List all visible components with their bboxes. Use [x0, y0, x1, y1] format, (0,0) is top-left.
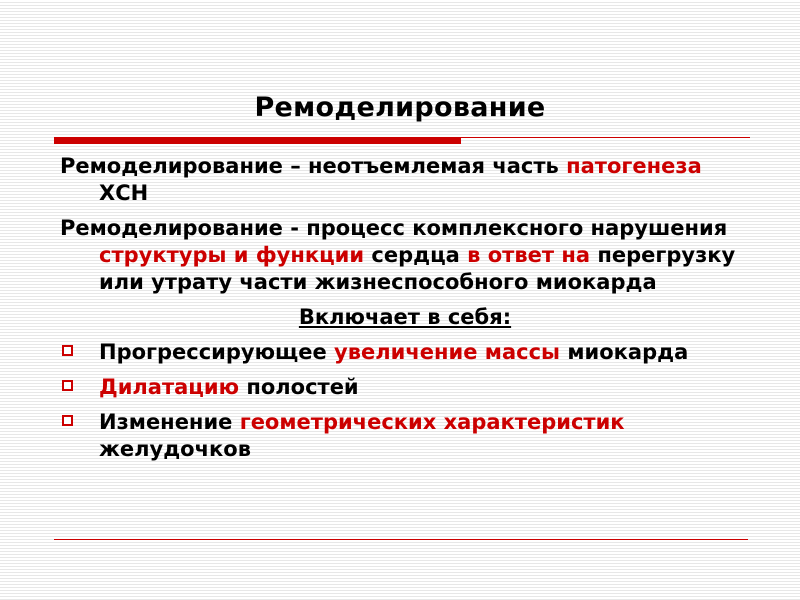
slide-body: [60, 153, 750, 471]
highlight-text: геометрических характеристик: [239, 410, 625, 434]
text-segment: перегрузку или утрату части жизнеспособного миокарда: [99, 243, 736, 294]
square-bullet-icon: [62, 415, 73, 426]
text-segment: желудочков: [99, 437, 251, 461]
paragraph-definition-1: [60, 153, 750, 207]
slide-title: Ремоделирование: [254, 92, 546, 123]
highlight-text: Дилатацию: [99, 375, 240, 399]
text-segment: сердца: [364, 243, 468, 267]
text-segment: ХСН: [99, 181, 149, 205]
list-item: [60, 339, 750, 366]
highlight-text: патогенеза: [566, 154, 702, 178]
footer-rule: [54, 539, 748, 540]
square-bullet-icon: [62, 380, 73, 391]
list-item: [60, 409, 750, 463]
text-segment: полостей: [239, 375, 359, 399]
title-underline-thick: [54, 137, 461, 144]
text-segment: Изменение: [99, 410, 240, 434]
text-segment: Ремоделирование - процесс комплексного нарушения: [60, 216, 728, 240]
title-underline-thin: [461, 137, 750, 138]
list-item: [60, 374, 750, 401]
square-bullet-icon: [62, 345, 73, 356]
text-segment: Прогрессирующее: [99, 340, 335, 364]
includes-heading: Включает в себя:: [298, 305, 512, 329]
paragraph-definition-2: [60, 215, 750, 296]
text-segment: Ремоделирование – неотъемлемая часть: [60, 154, 567, 178]
highlight-text: структуры и функции: [99, 243, 365, 267]
text-segment: миокарда: [560, 340, 689, 364]
highlight-text: увеличение массы: [334, 340, 561, 364]
highlight-text: в ответ на: [467, 243, 591, 267]
